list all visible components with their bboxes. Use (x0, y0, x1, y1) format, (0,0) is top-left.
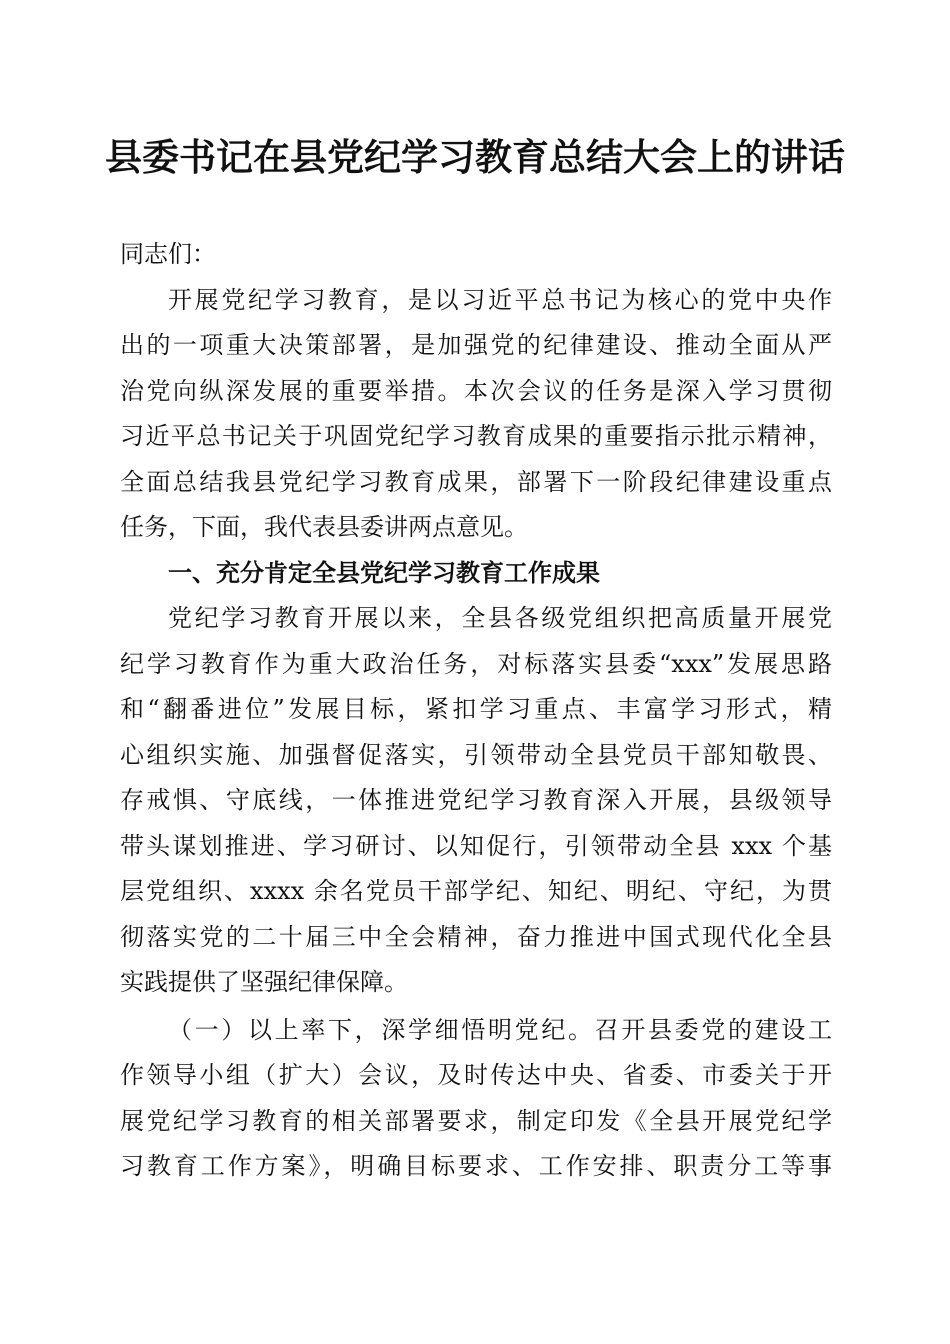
paragraph-achievements (120, 596, 832, 1006)
paragraph-line: 习近平总书记关于巩固党纪学习教育成果的重要指示批示精神， (120, 422, 832, 450)
paragraph-line: 带头谋划推进、学习研讨、以知促行，引领带动全县 xxx 个基 (120, 831, 832, 860)
paragraph-subsection-1 (120, 1008, 832, 1190)
paragraph-line: 层党组织、xxxx 余名党员干部学纪、知纪、明纪、守纪，为贯 (120, 877, 832, 905)
paragraph-line: 全面总结我县党纪学习教育成果，部署下一阶段纪律建设重点 (120, 467, 832, 496)
paragraph-line: 实践提供了坚强纪律保障。 (120, 968, 408, 996)
paragraph-line (120, 1008, 832, 1054)
paragraph-intro (120, 278, 832, 551)
salutation: 同志们： (120, 240, 216, 268)
document-title: 县委书记在县党纪学习教育总结大会上的讲话 (105, 136, 845, 179)
paragraph-line: 展党纪学习教育的相关部署要求，制定印发《全县开展党纪学 (120, 1106, 832, 1135)
document-body (120, 232, 832, 1190)
paragraph-line: 作领导小组（扩大）会议，及时传达中央、省委、市委关于开 (120, 1061, 832, 1089)
section-heading: 一、充分肯定全县党纪学习教育工作成果 (168, 558, 600, 587)
paragraph-line: 和“翻番进位”发展目标，紧扣学习重点、丰富学习形式，精 (120, 695, 832, 723)
paragraph-line: 任务，下面，我代表县委讲两点意见。 (120, 513, 528, 541)
paragraph-line: 彻落实党的二十届三中全会精神，奋力推进中国式现代化全县 (120, 922, 832, 951)
paragraph-line: 纪学习教育作为重大政治任务，对标落实县委“xxx”发展思路 (120, 649, 832, 678)
subsection-text: 召开县委党的建设工 (594, 1015, 833, 1044)
paragraph-line: 开展党纪学习教育，是以习近平总书记为核心的党中央作 (168, 285, 832, 314)
paragraph-line: 出的一项重大决策部署，是加强党的纪律建设、推动全面从严 (120, 331, 832, 359)
paragraph-line: 习教育工作方案》，明确目标要求、工作安排、职责分工等事 (120, 1152, 832, 1180)
paragraph-line: 心组织实施、加强督促落实，引领带动全县党员干部知敬畏、 (120, 740, 832, 769)
paragraph-line: 存戒惧、守底线，一体推进党纪学习教育深入开展，县级领导 (120, 786, 832, 814)
paragraph-line: 党纪学习教育开展以来，全县各级党组织把高质量开展党 (168, 604, 832, 632)
subsection-heading: （一）以上率下，深学细悟明党纪。 (168, 1015, 595, 1044)
paragraph-line: 治党向纵深发展的重要举措。本次会议的任务是深入学习贯彻 (120, 376, 832, 405)
